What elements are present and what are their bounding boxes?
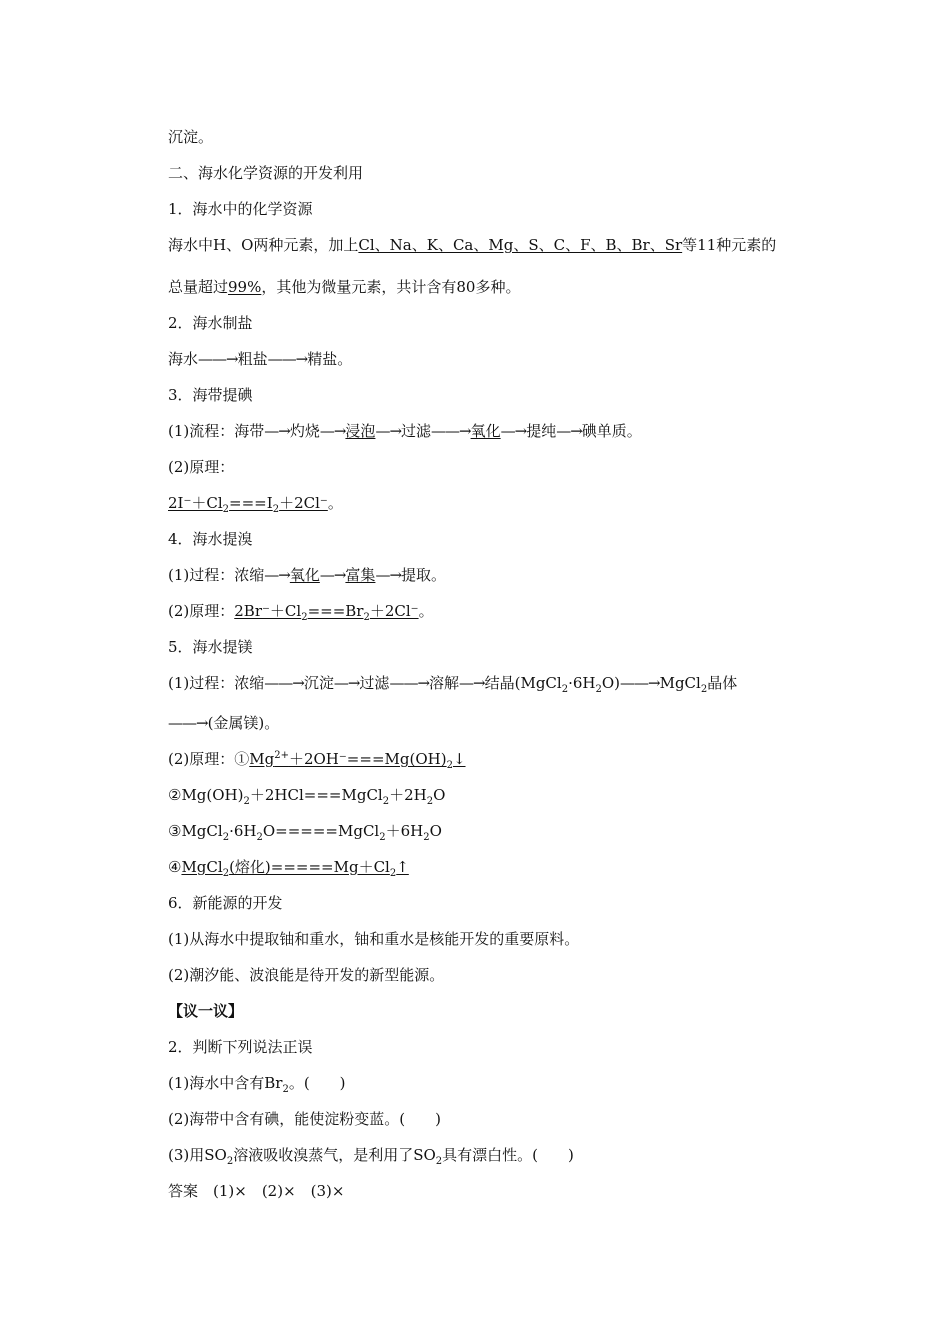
superscript: 2+ <box>274 750 289 761</box>
fill-in-answer: Cl、Na、K、Ca、Mg、S、C、F、B、Br、Sr <box>358 236 683 254</box>
question-item: (2)海带中含有碘，能使淀粉变蓝。( ) <box>168 1110 441 1128</box>
fill-in-answer <box>249 750 466 771</box>
fill-in-answer: 浸泡 <box>345 422 376 440</box>
text-span: 提取。 <box>401 566 447 584</box>
subscript: 2 <box>222 868 230 879</box>
process-flow <box>168 672 737 694</box>
text-span: (3)用SO <box>168 1146 227 1164</box>
text-span: 2I⁻＋Cl <box>168 494 223 512</box>
text-span: ＋6H <box>385 822 424 840</box>
subscript: 2 <box>272 504 280 515</box>
text-span: 海水 <box>168 350 199 368</box>
text-span: ＋2OH⁻===Mg(OH) <box>288 750 447 768</box>
subscript: 2 <box>446 760 453 771</box>
text-span: 。 <box>418 602 434 620</box>
question-item <box>168 1072 346 1094</box>
text-span: ·6H <box>229 822 257 840</box>
text-span: 2Br⁻＋Cl <box>234 602 302 620</box>
text-span: MgCl <box>659 674 701 692</box>
subscript: 2 <box>243 796 250 807</box>
text-line <box>168 234 776 256</box>
fill-in-answer <box>168 494 328 515</box>
answer-line: 答案 (1)× (2)× (3)× <box>168 1182 345 1200</box>
subscript: 2 <box>561 684 569 695</box>
text-span: 。 <box>327 494 343 512</box>
subsection-heading: 3．海带提碘 <box>168 386 253 404</box>
process-flow <box>168 420 642 442</box>
text-span: 。( ) <box>288 1074 346 1092</box>
text-span: O <box>433 786 446 804</box>
subscript: 2 <box>700 684 708 695</box>
text-span: 晶体 <box>707 674 738 692</box>
arrow: —→ <box>319 422 346 440</box>
fill-in-answer: 99% <box>228 278 262 296</box>
text-span: O) <box>601 674 621 692</box>
text-span: 碘单质。 <box>581 422 642 440</box>
text-span: 粗盐 <box>237 350 268 368</box>
subscript: 2 <box>423 832 430 843</box>
equation <box>168 784 445 806</box>
arrow: —→ <box>319 566 346 584</box>
text-span: 总量超过 <box>168 278 229 296</box>
equation <box>168 748 466 770</box>
arrow: ——→ <box>168 714 208 732</box>
text-span: ·6H <box>568 674 596 692</box>
arrow: ——→ <box>431 422 471 440</box>
text-span: Mg <box>249 750 275 768</box>
text-span: ＋2HCl===MgCl <box>249 786 383 804</box>
equation <box>168 600 434 622</box>
text-span: ③MgCl <box>168 822 223 840</box>
subscript: 2 <box>282 1084 289 1095</box>
subscript: 2 <box>301 612 308 623</box>
process-flow <box>168 712 279 734</box>
text-span: (金属镁)。 <box>207 714 280 732</box>
arrow: ——→ <box>620 674 660 692</box>
text-span: 过滤 <box>359 674 390 692</box>
process-flow <box>168 348 352 370</box>
equation <box>168 492 343 514</box>
text-line: (2)潮汐能、波浪能是待开发的新型能源。 <box>168 966 445 984</box>
text-span: 提纯 <box>526 422 557 440</box>
equation <box>168 856 409 878</box>
arrow: ——→ <box>198 350 238 368</box>
text-line <box>168 276 520 298</box>
text-span: ===Br <box>307 602 364 620</box>
text-span: ＋2Cl⁻ <box>279 494 328 512</box>
section-heading: 二、海水化学资源的开发利用 <box>168 164 364 182</box>
subsection-heading: 4．海水提溴 <box>168 530 253 548</box>
text-span: ===I <box>229 494 273 512</box>
text-line: 沉淀。 <box>168 128 214 146</box>
text-span: 海水中H、O两种元素，加上 <box>168 236 359 254</box>
text-span: (1)海水中含有Br <box>168 1074 283 1092</box>
text-span: (2)原理： <box>168 602 235 620</box>
subscript: 2 <box>379 832 386 843</box>
subsection-heading: 1．海水中的化学资源 <box>168 200 313 218</box>
subscript: 2 <box>222 832 230 843</box>
text-span: 沉淀 <box>303 674 334 692</box>
subscript: 2 <box>435 1156 443 1167</box>
text-span: 精盐。 <box>307 350 353 368</box>
arrow: ——→ <box>389 674 430 692</box>
text-line: (2)原理： <box>168 458 235 476</box>
subsection-heading: 2．海水制盐 <box>168 314 253 332</box>
arrow: —→ <box>459 674 485 692</box>
subsection-heading: 6．新能源的开发 <box>168 894 283 912</box>
subscript: 2 <box>389 868 397 879</box>
arrow: —→ <box>375 422 402 440</box>
text-line: (1)从海水中提取铀和重水，铀和重水是核能开发的重要原料。 <box>168 930 580 948</box>
text-span: ，其他为微量元素，共计含有80多种。 <box>261 278 521 296</box>
text-span: O <box>429 822 442 840</box>
question-heading: 2．判断下列说法正误 <box>168 1038 313 1056</box>
subscript: 2 <box>222 504 230 515</box>
subscript: 2 <box>382 796 390 807</box>
arrow: —→ <box>333 674 360 692</box>
fill-in-answer: 氧化 <box>470 422 501 440</box>
text-span: ②Mg(OH) <box>168 786 244 804</box>
discussion-heading: 【议一议】 <box>168 1002 244 1020</box>
text-span: O=====MgCl <box>262 822 380 840</box>
text-span: 等11种元素的 <box>682 236 777 254</box>
subscript: 2 <box>363 612 370 623</box>
fill-in-answer: 富集 <box>345 566 376 584</box>
arrow: —→ <box>556 422 582 440</box>
text-span: 结晶(MgCl <box>484 674 562 692</box>
subscript: 2 <box>595 684 602 695</box>
text-span: ↑ <box>396 858 409 876</box>
equation <box>168 820 442 842</box>
fill-in-answer: 氧化 <box>289 566 320 584</box>
text-span: (熔化)=====Mg＋Cl <box>229 858 390 876</box>
text-span: (1)过程：浓缩 <box>168 566 265 584</box>
arrow: ——→ <box>267 350 308 368</box>
process-flow <box>168 564 446 586</box>
text-span: (1)流程：海带 <box>168 422 265 440</box>
text-span: 溶液吸收溴蒸气，是利用了SO <box>233 1146 436 1164</box>
subscript: 2 <box>226 1156 234 1167</box>
text-span: 具有漂白性。( ) <box>442 1146 574 1164</box>
arrow: —→ <box>375 566 402 584</box>
text-span: 过滤 <box>401 422 432 440</box>
arrow: ——→ <box>264 674 304 692</box>
question-item <box>168 1144 574 1166</box>
fill-in-answer <box>234 602 419 623</box>
text-span: 溶解 <box>429 674 460 692</box>
subscript: 2 <box>256 832 263 843</box>
text-span: ↓ <box>452 750 466 768</box>
fill-in-answer <box>181 858 409 879</box>
text-span: (2)原理：① <box>168 750 250 768</box>
text-span: ④ <box>168 858 182 876</box>
subscript: 2 <box>426 796 434 807</box>
text-span: ＋2Cl⁻ <box>369 602 419 620</box>
text-span: (1)过程：浓缩 <box>168 674 265 692</box>
text-span: MgCl <box>181 858 223 876</box>
arrow: —→ <box>264 566 290 584</box>
subsection-heading: 5．海水提镁 <box>168 638 253 656</box>
text-span: ＋2H <box>389 786 427 804</box>
text-span: 灼烧 <box>289 422 320 440</box>
arrow: —→ <box>264 422 290 440</box>
arrow: —→ <box>500 422 527 440</box>
